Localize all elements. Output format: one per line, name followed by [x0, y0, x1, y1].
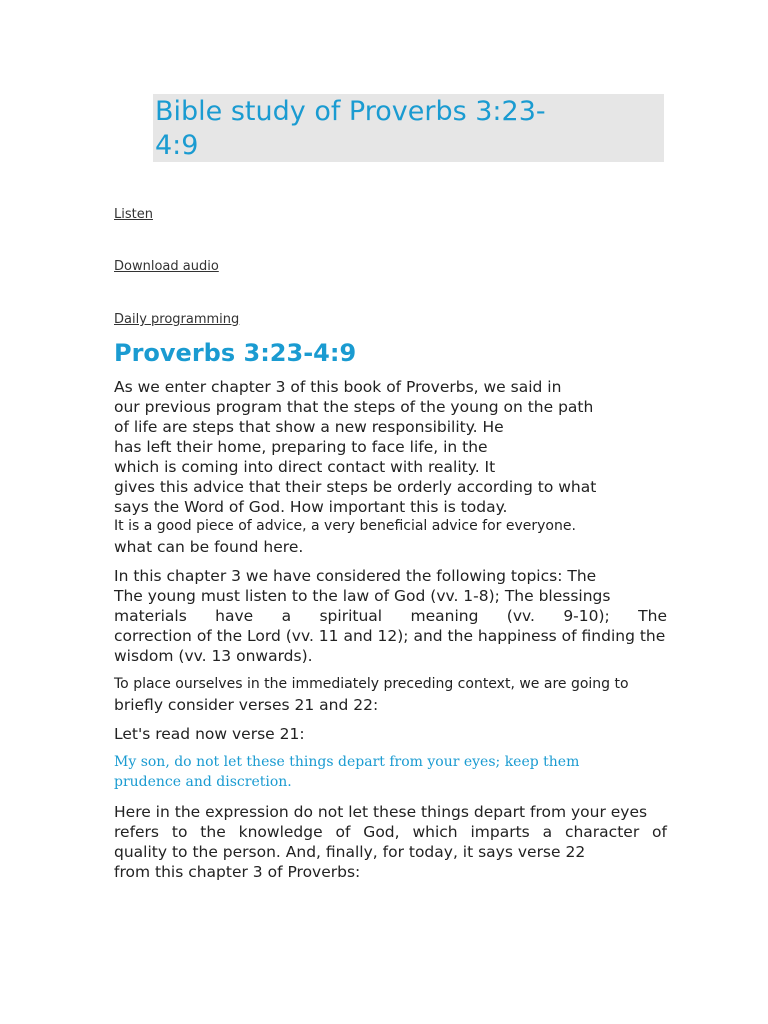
text-line: As we enter chapter 3 of this book of Proverbs, we said in [114, 378, 562, 396]
text-line: which is coming into direct contact with reality. It [114, 458, 496, 476]
quote-line: prudence and discretion. [114, 774, 292, 790]
text-line: briefly consider verses 21 and 22: [114, 696, 379, 714]
text-line: correction of the Lord (vv. 11 and 12); and the happiness of finding the [114, 627, 666, 645]
text-line: quality to the person. And, finally, for today, it says verse 22 [114, 843, 586, 861]
listen-link[interactable]: Listen [114, 207, 153, 222]
text-line: what can be found here. [114, 538, 304, 556]
text-line: says the Word of God. How important this is today. [114, 498, 508, 516]
page-title-line-1: Bible study of Proverbs 3:23- [155, 96, 546, 127]
text-line: our previous program that the steps of the young on the path [114, 398, 594, 416]
text-line: To place ourselves in the immediately preceding context, we are going to [114, 676, 629, 692]
daily-programming-link[interactable]: Daily programming [114, 312, 240, 327]
text-line: Here in the expression do not let these things depart from your eyes [114, 803, 648, 821]
text-line: In this chapter 3 we have considered the following topics: The [114, 567, 597, 585]
verse-intro: Let's read now verse 21: [114, 725, 305, 743]
text-line: from this chapter 3 of Proverbs: [114, 863, 361, 881]
title-banner [153, 94, 664, 162]
text-line: It is a good piece of advice, a very beneficial advice for everyone. [114, 518, 576, 534]
text-line: The young must listen to the law of God (vv. 1-8); The blessings [114, 587, 611, 605]
section-heading: Proverbs 3:23-4:9 [114, 339, 357, 367]
page-title-line-2: 4:9 [155, 130, 199, 161]
text-line: materials have a spiritual meaning (vv. 9-10); The [114, 607, 667, 625]
text-line: has left their home, preparing to face life, in the [114, 438, 488, 456]
download-audio-link[interactable]: Download audio [114, 259, 219, 274]
text-line: gives this advice that their steps be orderly according to what [114, 478, 597, 496]
text-line: of life are steps that show a new responsibility. He [114, 418, 504, 436]
text-line: wisdom (vv. 13 onwards). [114, 647, 313, 665]
page-title [155, 95, 595, 163]
text-line: refers to the knowledge of God, which imparts a character of [114, 823, 667, 841]
quote-line: My son, do not let these things depart from your eyes; keep them [114, 754, 580, 770]
